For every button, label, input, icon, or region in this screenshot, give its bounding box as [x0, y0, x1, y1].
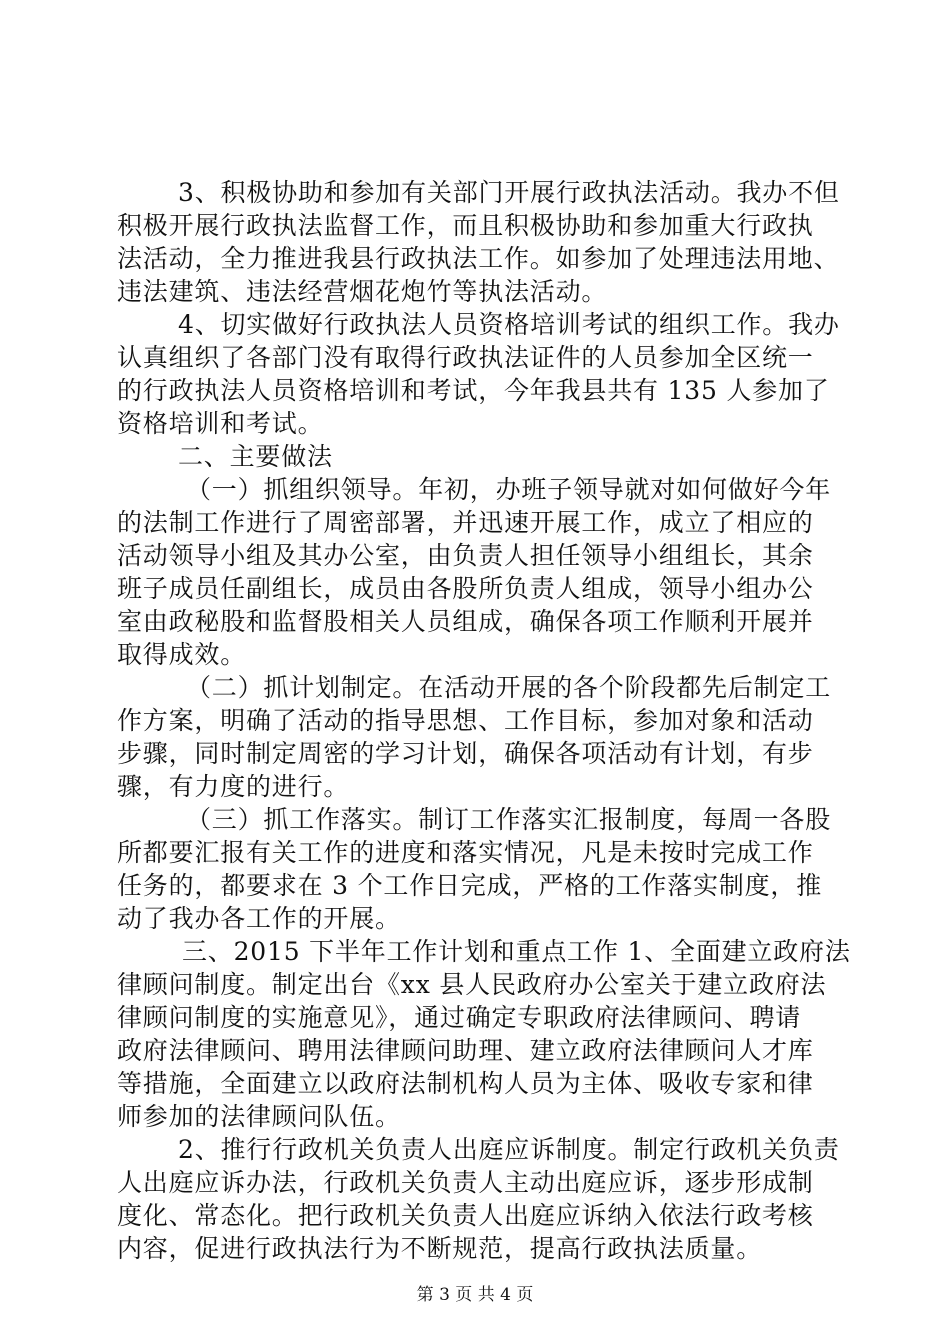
text-line: 室由政秘股和监督股相关人员组成，确保各项工作顺利开展并 [117, 607, 814, 636]
page-number-footer: 第 3 页 共 4 页 [416, 1285, 534, 1305]
text-line: 资格培训和考试。 [117, 409, 324, 438]
text-line: 律顾问制度的实施意见》，通过确定专职政府法律顾问、聘请 [117, 1003, 802, 1032]
text-line: 人出庭应诉办法，行政机关负责人主动出庭应诉，逐步形成制 [117, 1168, 814, 1197]
text-line: 度化、常态化。把行政机关负责人出庭应诉纳入依法行政考核 [117, 1201, 814, 1230]
text-line: 的法制工作进行了周密部署，并迅速开展工作，成立了相应的 [117, 508, 814, 537]
text-line: 师参加的法律顾问队伍。 [117, 1102, 401, 1131]
text-line: 4、切实做好行政执法人员资格培训考试的组织工作。我办 [178, 310, 840, 339]
text-line: 等措施，全面建立以政府法制机构人员为主体、吸收专家和律 [117, 1069, 814, 1098]
text-line: 的行政执法人员资格培训和考试，今年我县共有 135 人参加了 [117, 376, 830, 405]
text-line: 任务的，都要求在 3 个工作日完成，严格的工作落实制度，推 [117, 871, 823, 900]
text-line: （三）抓工作落实。制订工作落实汇报制度，每周一各股 [186, 805, 832, 834]
text-line: 3、积极协助和参加有关部门开展行政执法活动。我办不但 [178, 178, 840, 207]
text-line: 班子成员任副组长，成员由各股所负责人组成，领导小组办公 [117, 574, 814, 603]
text-line: 作方案，明确了活动的指导思想、工作目标，参加对象和活动 [117, 706, 814, 735]
text-line: 律顾问制度。制定出台《xx 县人民政府办公室关于建立政府法 [117, 970, 827, 999]
text-line: 2、推行行政机关负责人出庭应诉制度。制定行政机关负责 [178, 1135, 840, 1164]
text-line: 动了我办各工作的开展。 [117, 904, 401, 933]
text-line: 内容，促进行政执法行为不断规范，提高行政执法质量。 [117, 1234, 763, 1263]
text-line: 认真组织了各部门没有取得行政执法证件的人员参加全区统一 [117, 343, 814, 372]
text-line: 三、2015 下半年工作计划和重点工作 1、全面建立政府法 [182, 937, 851, 966]
section-heading: 二、主要做法 [178, 442, 333, 471]
text-line: （一）抓组织领导。年初，办班子领导就对如何做好今年 [186, 475, 832, 504]
text-line: 积极开展行政执法监督工作，而且积极协助和参加重大行政执 [117, 211, 814, 240]
text-line: （二）抓计划制定。在活动开展的各个阶段都先后制定工 [186, 673, 832, 702]
text-line: 法活动，全力推进我县行政执法工作。如参加了处理违法用地、 [117, 244, 840, 273]
text-line: 政府法律顾问、聘用法律顾问助理、建立政府法律顾问人才库 [117, 1036, 814, 1065]
text-line: 所都要汇报有关工作的进度和落实情况，凡是未按时完成工作 [117, 838, 814, 867]
text-line: 步骤，同时制定周密的学习计划，确保各项活动有计划，有步 [117, 739, 814, 768]
text-line: 取得成效。 [117, 640, 247, 669]
text-line: 骤，有力度的进行。 [117, 772, 350, 801]
text-line: 违法建筑、违法经营烟花炮竹等执法活动。 [117, 277, 608, 306]
text-line: 活动领导小组及其办公室，由负责人担任领导小组组长，其余 [117, 541, 814, 570]
